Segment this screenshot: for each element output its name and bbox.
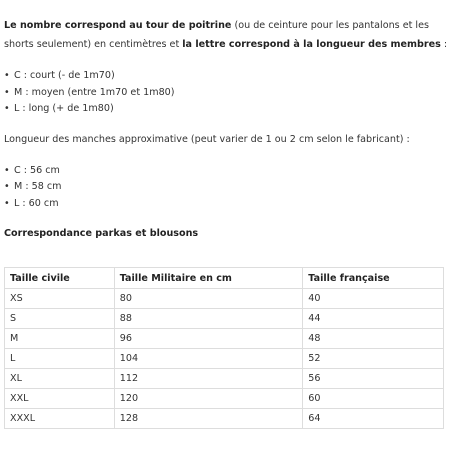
table-cell: 88 [114, 309, 303, 329]
table-cell: 112 [114, 369, 303, 389]
list-item [4, 163, 448, 180]
bullet-icon: • [4, 181, 10, 192]
table-cell: 128 [114, 409, 303, 429]
sleeve-list [4, 163, 448, 213]
list-item-text: M : moyen (entre 1m70 et 1m80) [14, 86, 175, 98]
size-correspondence-table [4, 267, 444, 429]
column-header-military-size: Taille Militaire en cm [114, 268, 303, 289]
table-row [5, 409, 444, 429]
table-cell: 64 [303, 409, 444, 429]
list-item [4, 68, 448, 85]
table-cell: 96 [114, 329, 303, 349]
length-list [4, 68, 448, 118]
table-row [5, 309, 444, 329]
list-item-text: C : 56 cm [14, 164, 60, 176]
column-header-civil-size: Taille civile [5, 268, 115, 289]
table-cell: 40 [303, 289, 444, 309]
table-cell: 120 [114, 389, 303, 409]
list-item-text: L : long (+ de 1m80) [14, 103, 114, 114]
list-item [4, 101, 448, 118]
table-row [5, 329, 444, 349]
sleeve-note: Longueur des manches approximative (peut varier de 1 ou 2 cm selon le fabricant) : [4, 133, 410, 145]
table-cell: 60 [303, 389, 444, 409]
table-cell: 80 [114, 289, 303, 309]
table-cell: XS [5, 289, 115, 309]
section-title: Correspondance parkas et blousons [4, 228, 199, 239]
table-cell: 56 [303, 369, 444, 389]
list-item-text: L : 60 cm [14, 197, 59, 209]
table-cell: S [5, 309, 115, 329]
list-item [4, 179, 448, 196]
bullet-icon: • [4, 70, 10, 81]
table-cell: XXXL [5, 409, 115, 429]
list-item [4, 85, 448, 102]
table-row [5, 289, 444, 309]
table-row [5, 389, 444, 409]
table-header-row [5, 268, 444, 289]
column-header-french-size: Taille française [303, 268, 444, 289]
table-cell: 104 [114, 349, 303, 369]
table-cell: XL [5, 369, 115, 389]
table-row [5, 349, 444, 369]
bullet-icon: • [4, 86, 10, 98]
intro-paragraph [4, 16, 448, 54]
table-row [5, 369, 444, 389]
intro-bold-letter: la lettre correspond à la longueur des membres [182, 39, 441, 50]
table-cell: M [5, 329, 115, 349]
intro-bold-chest: Le nombre correspond au tour de poitrine [4, 20, 232, 31]
bullet-icon: • [4, 103, 10, 114]
bullet-icon: • [4, 197, 10, 209]
table-cell: L [5, 349, 115, 369]
list-item-text: C : court (- de 1m70) [14, 70, 115, 81]
list-item-text: M : 58 cm [14, 181, 62, 192]
table-cell: XXL [5, 389, 115, 409]
list-item [4, 196, 448, 213]
table-cell: 52 [303, 349, 444, 369]
size-guide-content [4, 16, 448, 242]
bullet-icon: • [4, 164, 10, 176]
intro-text-colon: : [440, 39, 448, 50]
intro-text-centimeters: (ou de ceinture pour les pantalons et les shorts seulement) en centimètres et [4, 20, 429, 50]
table-cell: 48 [303, 329, 444, 349]
table-cell: 44 [303, 309, 444, 329]
